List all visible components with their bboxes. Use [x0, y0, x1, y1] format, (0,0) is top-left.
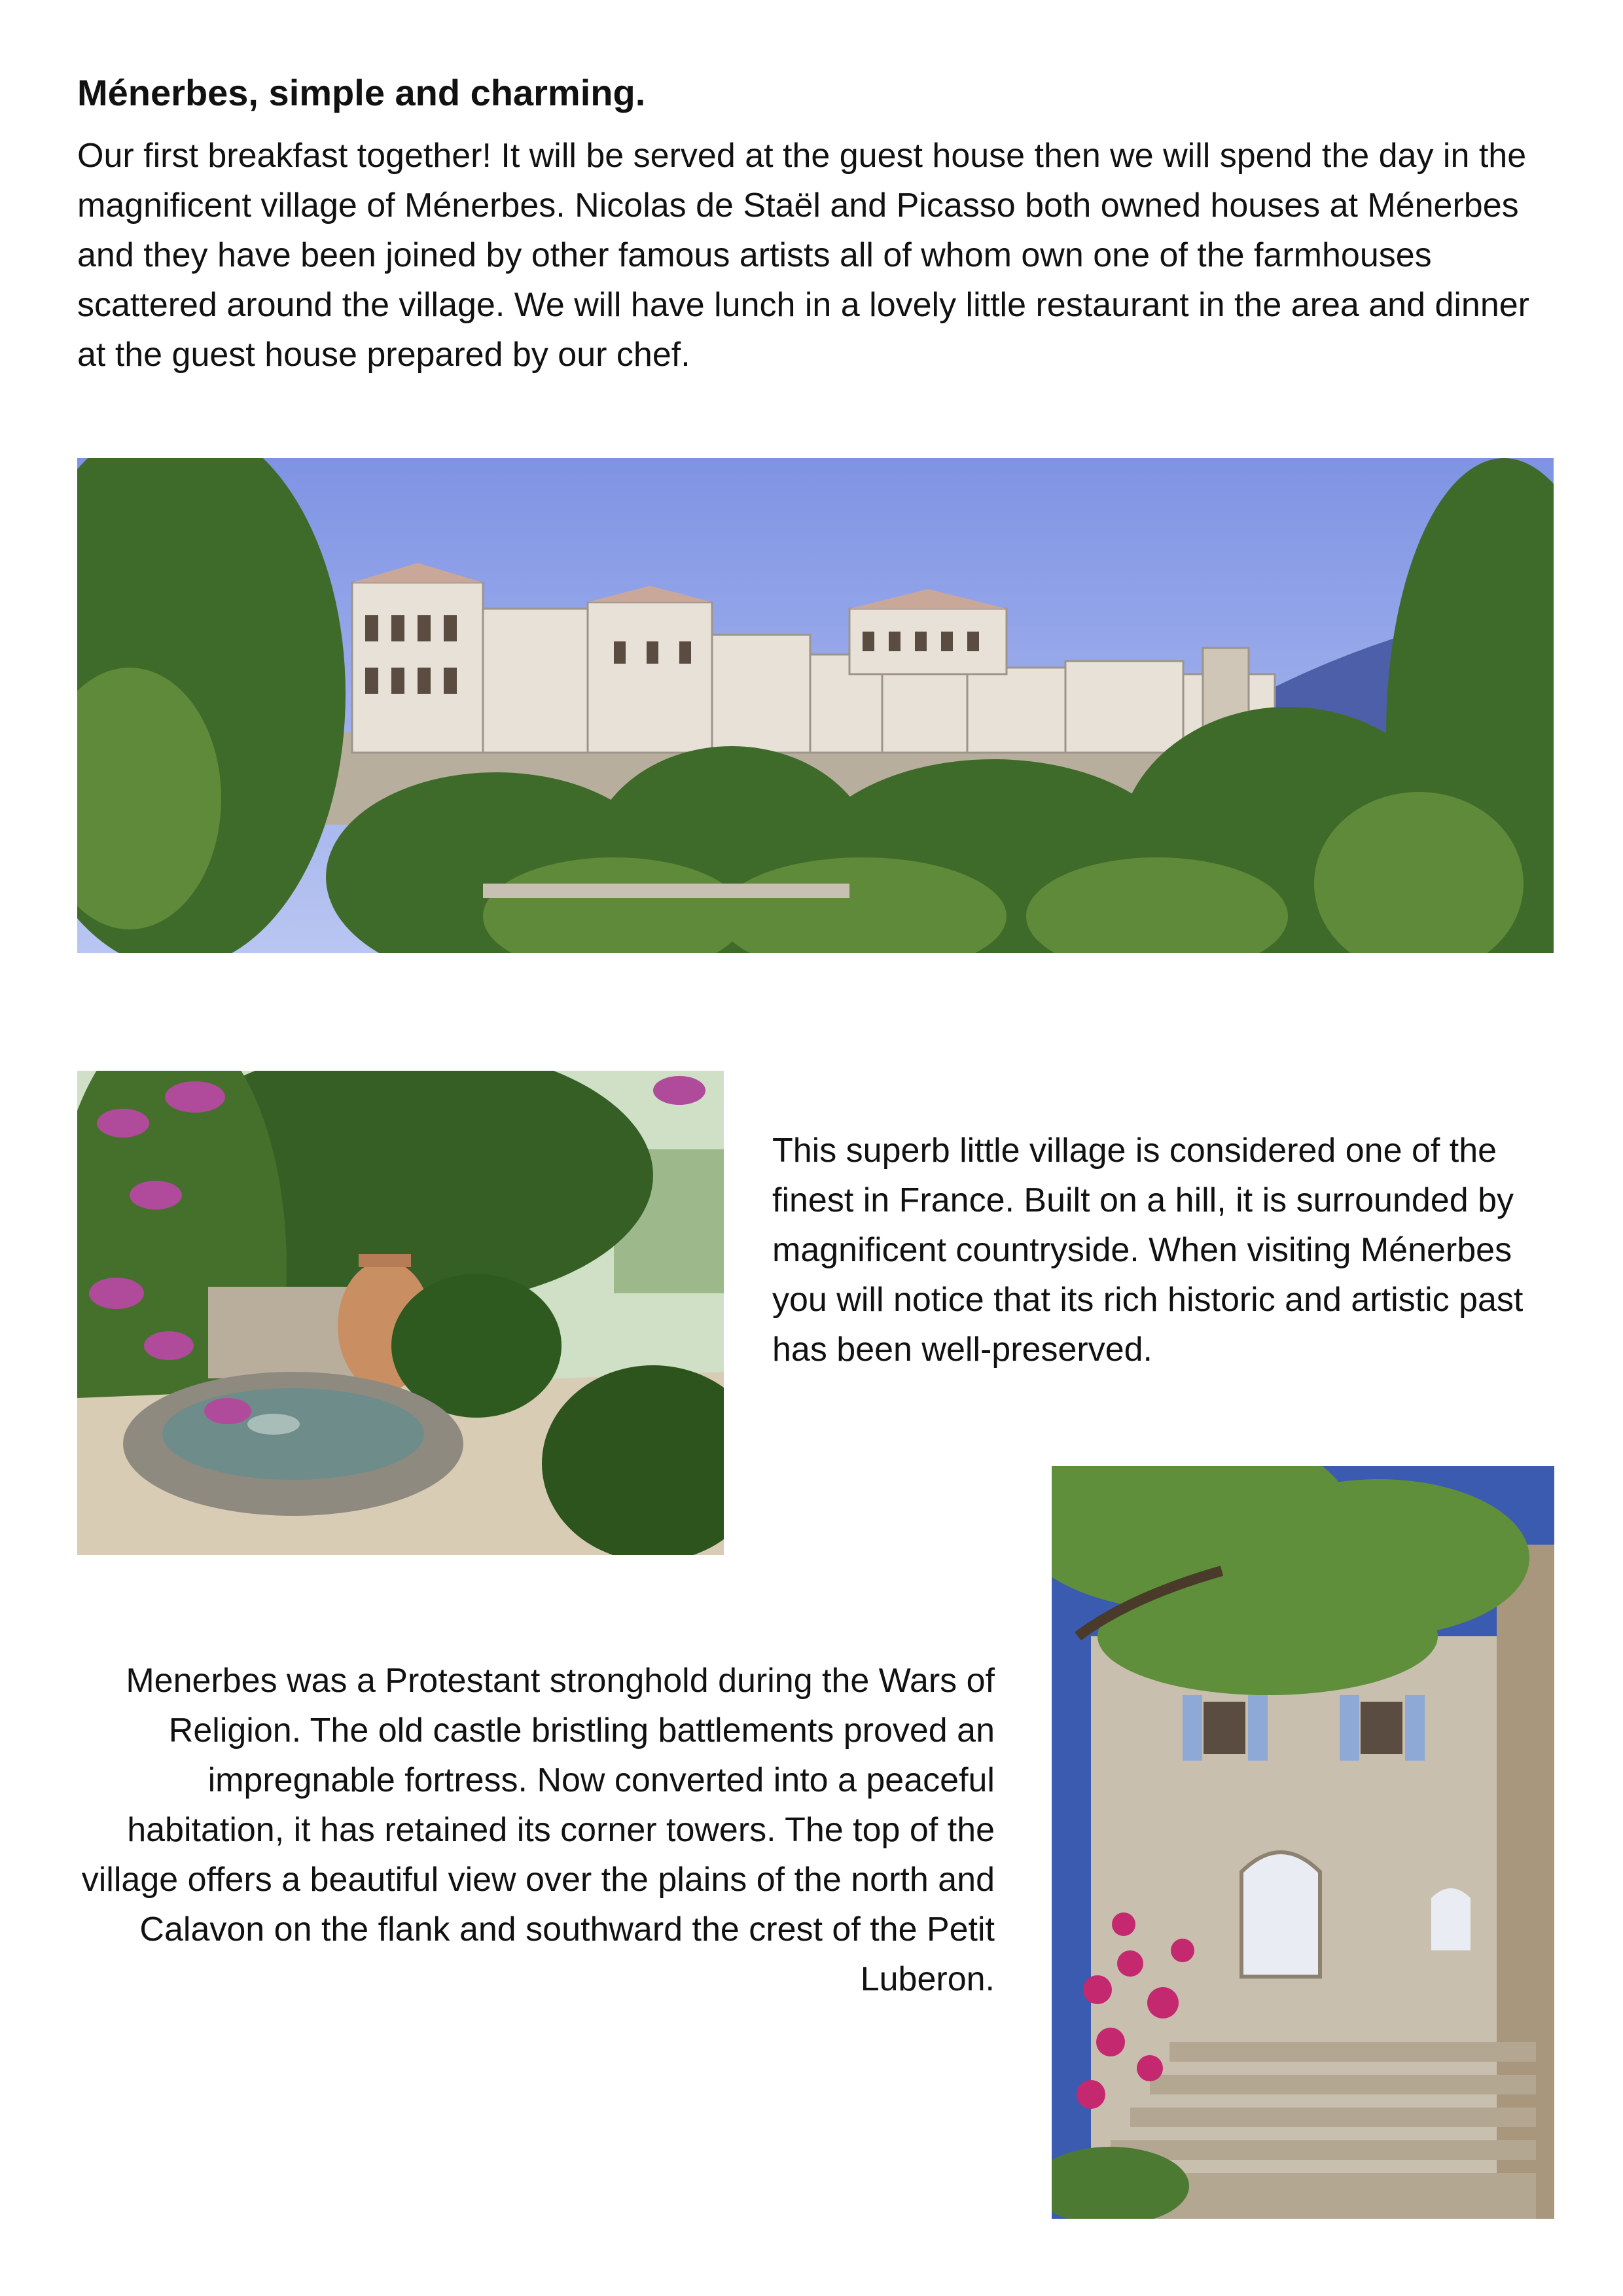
garden-fountain-photo	[77, 1071, 724, 1555]
history-paragraph: Menerbes was a Protestant stronghold during the Wars of Religion. The old castle bristling battlements proved an impregnable fortress. Now converted into a peaceful habitation, it has retained its corner towers. The top of the village offers a beautiful view over the plains of the north and Calavon on the flank and southward the crest of the Petit Luberon.	[81, 1662, 995, 1998]
village-panorama-photo	[77, 458, 1554, 953]
village-description: This superb little village is considered one of the finest in France. Built on a hill, it is surrounded by magnificent countryside. When visiting Ménerbes you will notice that its rich historic and artistic past has been well-preserved.	[772, 1132, 1524, 1369]
intro-paragraph: Our first breakfast together! It will be served at the guest house then we will spend the day in the magnificent village of Ménerbes. Nicolas de Staël and Picasso both owned houses at Ménerbes and they have been joined by other famous artists all of whom own one of the farmhouses scattered around the village. We will have lunch in a lovely little restaurant in the area and dinner at the guest house prepared by our chef.	[77, 137, 1529, 374]
page-title: Ménerbes, simple and charming.	[77, 72, 646, 113]
village-street-photo	[1052, 1466, 1554, 2219]
